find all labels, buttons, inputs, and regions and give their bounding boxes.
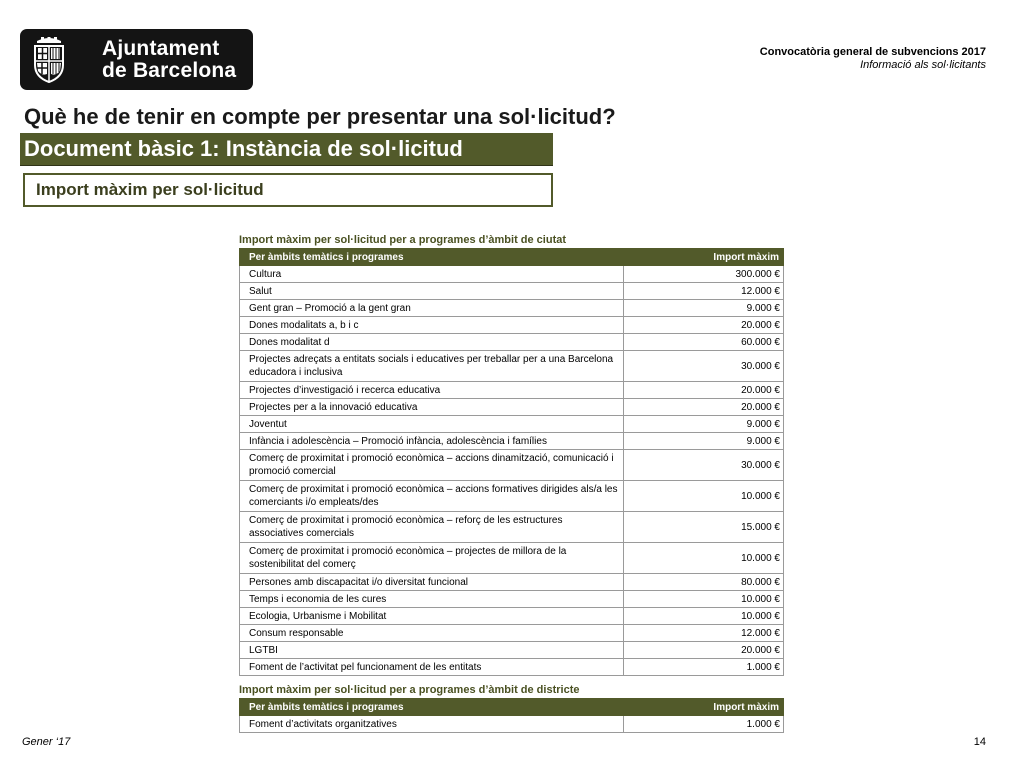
table-row <box>240 317 784 334</box>
max-amount-cell: 20.000 € <box>624 399 784 416</box>
program-name-cell: Persones amb discapacitat i/o diversitat funcional <box>240 574 624 591</box>
table-row <box>240 625 784 642</box>
max-amount-cell: 20.000 € <box>624 317 784 334</box>
ajuntament-logo <box>20 29 253 90</box>
program-name-cell: Infància i adolescència – Promoció infància, adolescència i famílies <box>240 433 624 450</box>
program-name-cell: LGTBI <box>240 642 624 659</box>
table-row <box>240 266 784 283</box>
page-number: 14 <box>973 736 986 748</box>
table-header-row <box>240 699 784 716</box>
max-amount-cell: 1.000 € <box>624 659 784 676</box>
max-amount-cell: 10.000 € <box>624 591 784 608</box>
program-name-cell: Foment d’activitats organitzatives <box>240 716 624 733</box>
city-programs-table <box>239 248 784 676</box>
header-subtitle: Informació als sol·licitants <box>860 59 986 71</box>
column-header-program: Per àmbits temàtics i programes <box>240 699 624 716</box>
table-row <box>240 382 784 399</box>
program-name-cell: Temps i economia de les cures <box>240 591 624 608</box>
barcelona-coat-of-arms-icon <box>20 29 78 90</box>
max-amount-cell: 80.000 € <box>624 574 784 591</box>
document-title-banner: Document bàsic 1: Instància de sol·licitud <box>20 133 553 166</box>
table-row <box>240 512 784 543</box>
program-name-cell: Comerç de proximitat i promoció econòmica – projectes de millora de la sostenibilitat del comerç <box>240 543 624 574</box>
table-row <box>240 642 784 659</box>
table-row <box>240 450 784 481</box>
program-name-cell: Dones modalitat d <box>240 334 624 351</box>
city-table-caption: Import màxim per sol·licitud per a programes d’àmbit de ciutat <box>239 234 567 246</box>
program-name-cell: Comerç de proximitat i promoció econòmica – accions formatives dirigides als/a les comerciants i/o empleats/des <box>240 481 624 512</box>
table-header-row <box>240 249 784 266</box>
max-amount-cell: 10.000 € <box>624 608 784 625</box>
program-name-cell: Cultura <box>240 266 624 283</box>
table-row <box>240 334 784 351</box>
program-name-cell: Projectes adreçats a entitats socials i educatives per treballar per a una Barcelona educadora i inclusiva <box>240 351 624 382</box>
program-name-cell: Gent gran – Promoció a la gent gran <box>240 300 624 317</box>
table-row <box>240 608 784 625</box>
logo-line-1: Ajuntament <box>102 36 220 60</box>
max-amount-cell: 9.000 € <box>624 300 784 317</box>
table-row <box>240 351 784 382</box>
district-programs-table <box>239 698 784 733</box>
table-row <box>240 416 784 433</box>
column-header-program: Per àmbits temàtics i programes <box>240 249 624 266</box>
column-header-amount: Import màxim <box>624 699 784 716</box>
max-amount-cell: 60.000 € <box>624 334 784 351</box>
program-name-cell: Projectes per a la innovació educativa <box>240 399 624 416</box>
max-amount-cell: 30.000 € <box>624 351 784 382</box>
header-title: Convocatòria general de subvencions 2017 <box>759 46 986 58</box>
table-row <box>240 399 784 416</box>
max-amount-cell: 1.000 € <box>624 716 784 733</box>
section-heading-box: Import màxim per sol·licitud <box>23 173 553 207</box>
table-row <box>240 481 784 512</box>
program-name-cell: Foment de l’activitat pel funcionament de les entitats <box>240 659 624 676</box>
max-amount-cell: 300.000 € <box>624 266 784 283</box>
max-amount-cell: 30.000 € <box>624 450 784 481</box>
table-row <box>240 300 784 317</box>
max-amount-cell: 12.000 € <box>624 283 784 300</box>
table-row <box>240 716 784 733</box>
table-row <box>240 433 784 450</box>
page-question-heading: Què he de tenir en compte per presentar una sol·licitud? <box>24 104 616 129</box>
district-table-caption: Import màxim per sol·licitud per a programes d’àmbit de districte <box>239 684 580 696</box>
program-name-cell: Comerç de proximitat i promoció econòmica – accions dinamització, comunicació i promoció comercial <box>240 450 624 481</box>
max-amount-cell: 15.000 € <box>624 512 784 543</box>
max-amount-cell: 12.000 € <box>624 625 784 642</box>
table-row <box>240 659 784 676</box>
table-row <box>240 543 784 574</box>
program-name-cell: Consum responsable <box>240 625 624 642</box>
footer-date: Gener ‘17 <box>22 736 71 748</box>
header-info <box>760 46 986 72</box>
logo-wordmark <box>102 38 236 82</box>
program-name-cell: Ecologia, Urbanisme i Mobilitat <box>240 608 624 625</box>
table-row <box>240 574 784 591</box>
max-amount-cell: 10.000 € <box>624 543 784 574</box>
logo-line-2: de Barcelona <box>102 58 237 82</box>
program-name-cell: Projectes d’investigació i recerca educativa <box>240 382 624 399</box>
program-name-cell: Joventut <box>240 416 624 433</box>
max-amount-cell: 10.000 € <box>624 481 784 512</box>
table-row <box>240 283 784 300</box>
max-amount-cell: 20.000 € <box>624 382 784 399</box>
column-header-amount: Import màxim <box>624 249 784 266</box>
program-name-cell: Comerç de proximitat i promoció econòmica – reforç de les estructures associatives comercials <box>240 512 624 543</box>
program-name-cell: Dones modalitats a, b i c <box>240 317 624 334</box>
program-name-cell: Salut <box>240 283 624 300</box>
max-amount-cell: 9.000 € <box>624 433 784 450</box>
max-amount-cell: 9.000 € <box>624 416 784 433</box>
table-row <box>240 591 784 608</box>
max-amount-cell: 20.000 € <box>624 642 784 659</box>
